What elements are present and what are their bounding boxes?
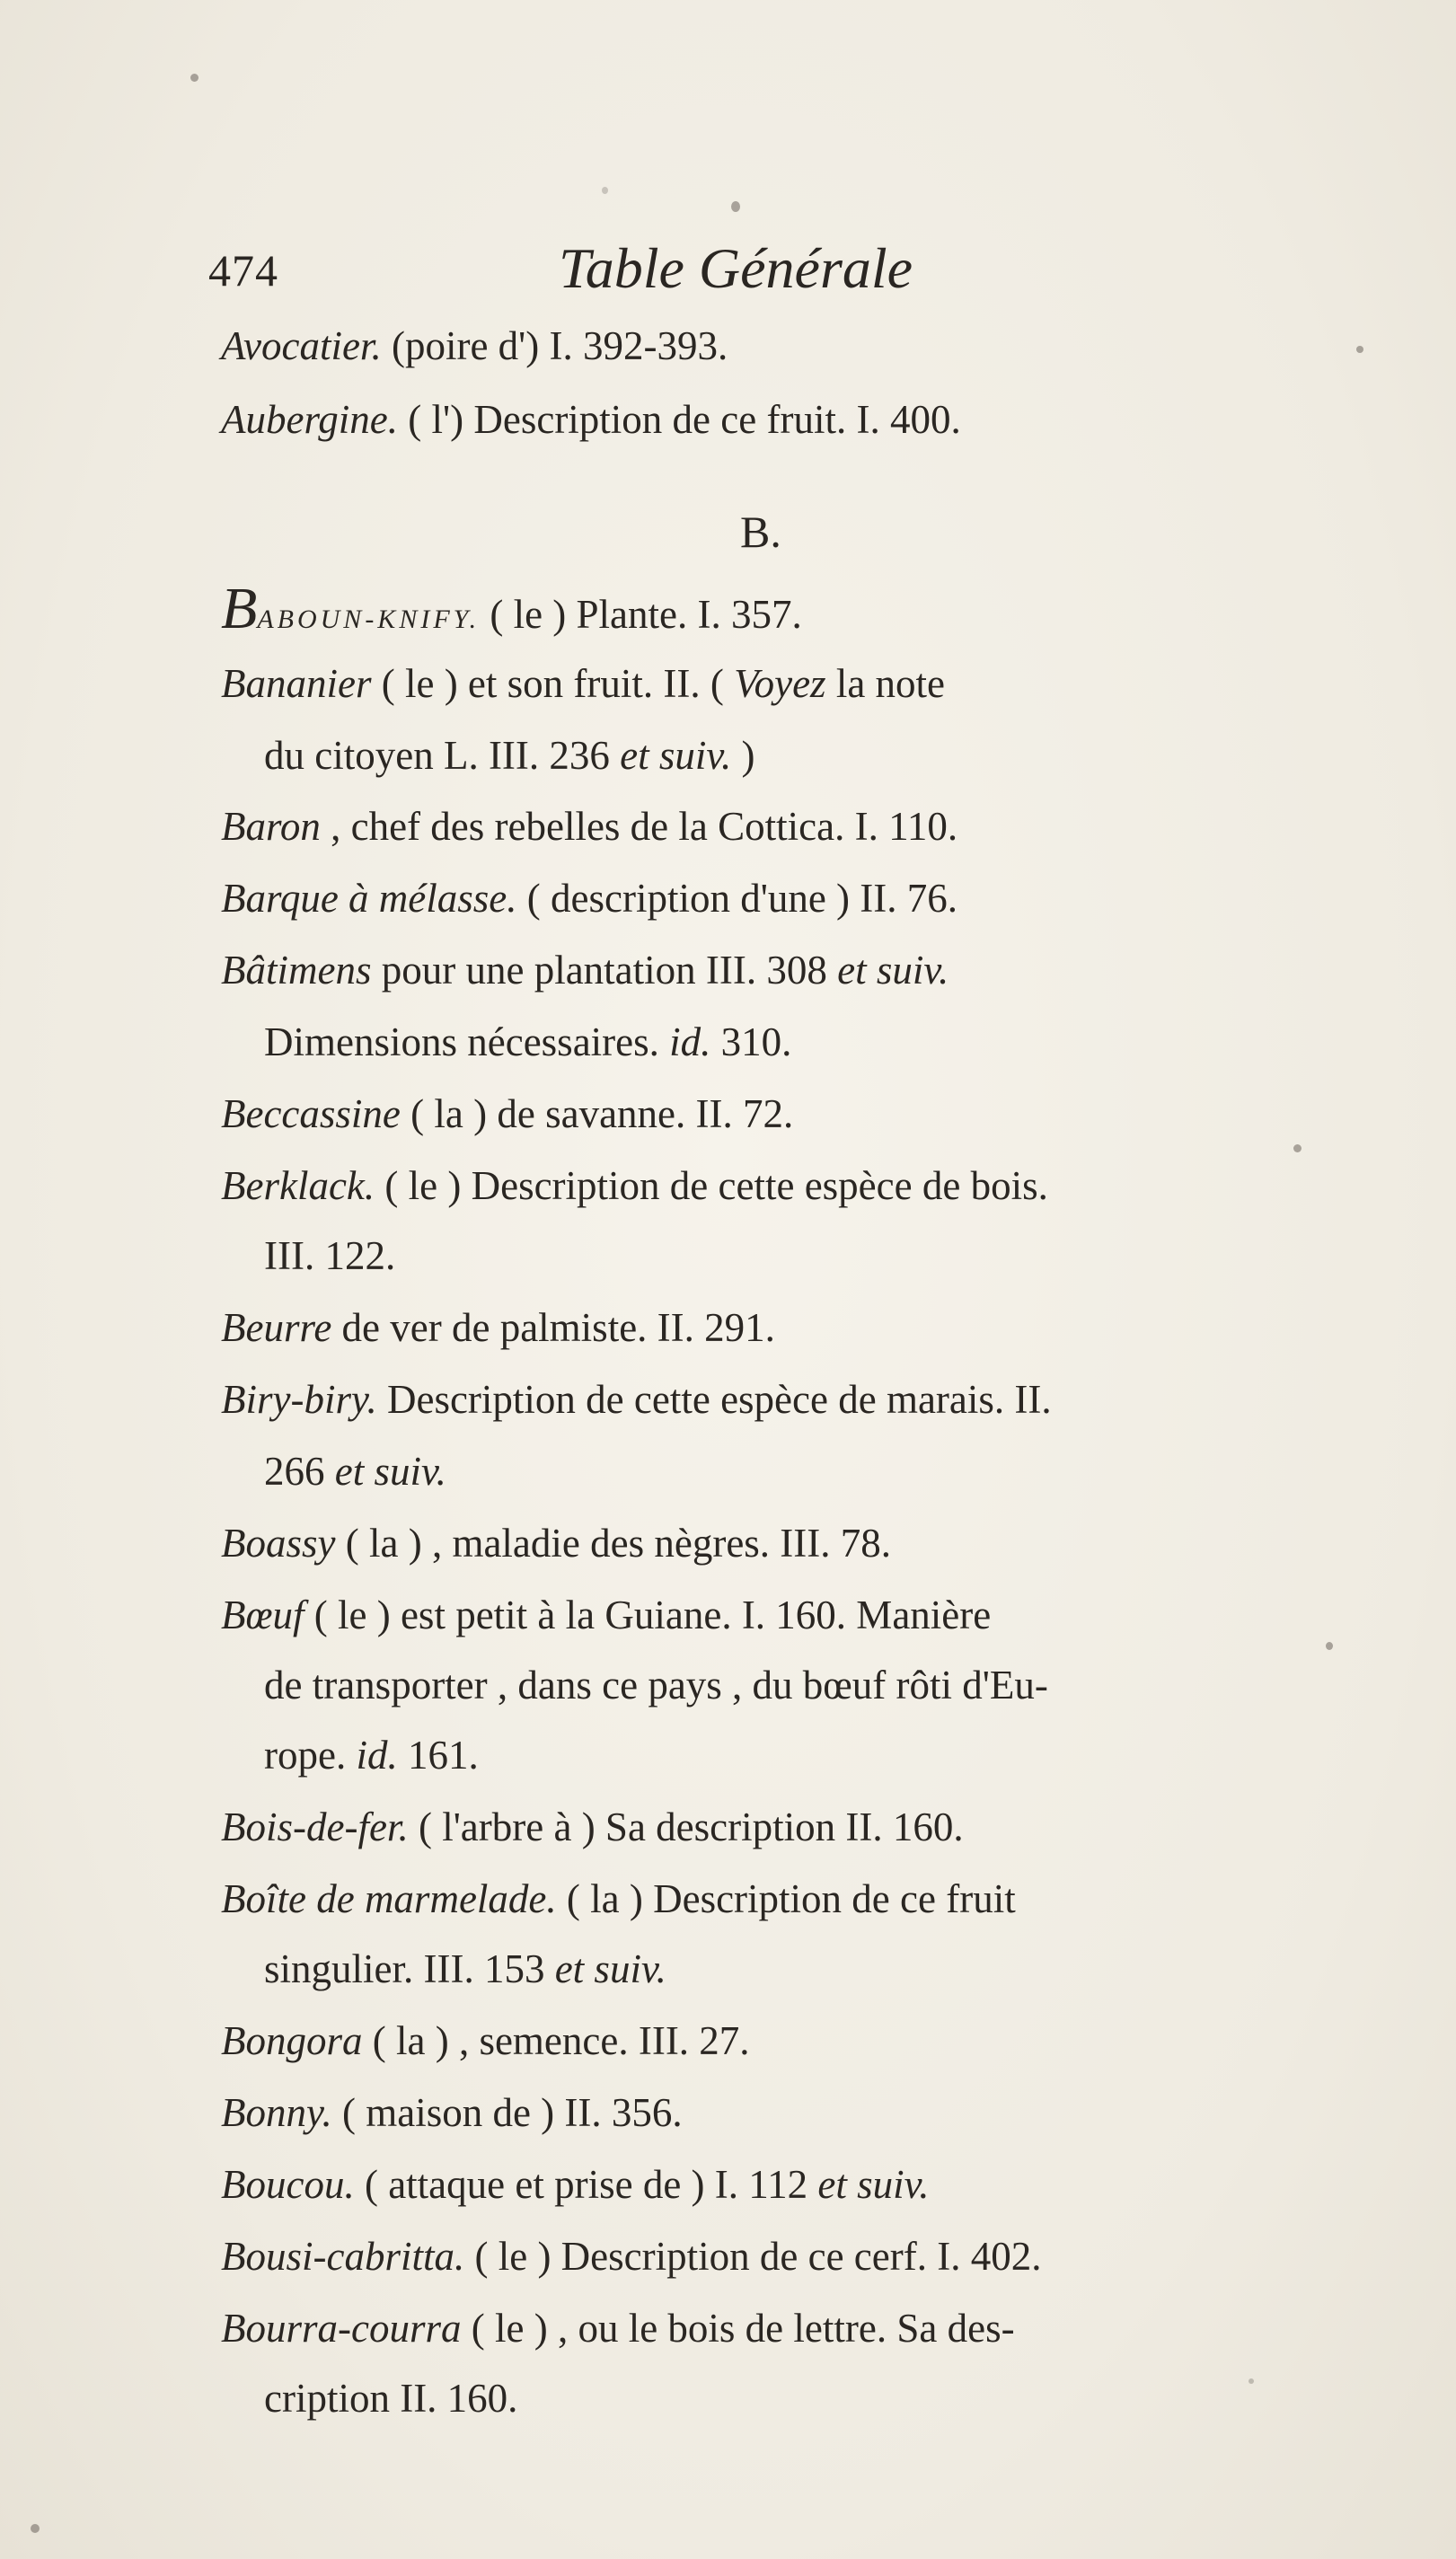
index-entry xyxy=(221,878,957,919)
entry-reference: et suiv. xyxy=(334,1449,446,1494)
index-entry xyxy=(221,2018,750,2063)
index-entry xyxy=(221,1163,1048,1208)
entry-text: Description de cette espèce de marais. II. xyxy=(376,1377,1052,1422)
index-entry xyxy=(221,950,949,991)
index-entry xyxy=(221,661,946,706)
entry-reference: id. xyxy=(356,1733,398,1778)
entry-term: Bananier xyxy=(221,661,372,706)
entry-term: Bourra-courra xyxy=(221,2306,462,2351)
index-entry-continuation xyxy=(264,733,755,778)
index-entry xyxy=(221,1091,794,1136)
entry-term: Bâtimens xyxy=(221,948,372,993)
entry-text: 161. xyxy=(397,1733,479,1778)
ink-speck xyxy=(1293,1144,1302,1152)
ink-speck xyxy=(1326,1642,1333,1650)
index-entry xyxy=(221,2308,1015,2349)
page-number: 474 xyxy=(208,245,278,296)
entry-text: pour une plantation III. 308 xyxy=(371,948,838,993)
index-entry xyxy=(221,1377,1052,1422)
entry-term: Avocatier. xyxy=(221,323,382,368)
index-entry xyxy=(221,1305,775,1350)
entry-reference: et suiv. xyxy=(620,733,732,778)
entry-text: 266 xyxy=(264,1449,335,1494)
entry-term: Bonny. xyxy=(221,2090,332,2135)
entry-text: 310. xyxy=(710,1019,792,1064)
index-entry xyxy=(221,1595,991,1636)
entry-text: III. 122. xyxy=(264,1233,396,1278)
entry-reference: et suiv. xyxy=(554,1946,666,1991)
entry-text: cription II. 160. xyxy=(264,2376,518,2421)
entry-reference: et suiv. xyxy=(817,2162,930,2207)
entry-text: de ver de palmiste. II. 291. xyxy=(331,1305,775,1350)
ink-speck xyxy=(602,187,608,194)
page-header xyxy=(208,235,1268,307)
ink-speck xyxy=(1249,2378,1254,2384)
index-entry xyxy=(221,1523,891,1564)
running-title: Table Générale xyxy=(559,236,913,300)
entry-term: Beurre xyxy=(221,1305,332,1350)
entry-reference: Voyez xyxy=(734,661,826,706)
entry-text: ( la ) Description de ce fruit xyxy=(556,1876,1016,1921)
entry-text: singulier. III. 153 xyxy=(264,1946,555,1991)
entry-text: ( le ) Plante. I. 357. xyxy=(480,592,802,637)
index-entry-continuation xyxy=(264,1233,396,1278)
entry-term: Biry-biry. xyxy=(221,1377,377,1422)
index-entry xyxy=(221,2162,930,2207)
index-entry-continuation xyxy=(264,1665,1048,1706)
entry-term: Berklack. xyxy=(221,1163,375,1208)
entry-reference: id. xyxy=(669,1019,711,1064)
entry-term: Beccassine xyxy=(221,1091,401,1136)
entry-term: Bois-de-fer. xyxy=(221,1805,409,1849)
entry-term: Bœuf xyxy=(221,1593,304,1637)
ink-speck xyxy=(190,74,199,82)
index-entry-continuation xyxy=(264,1946,666,1991)
index-entry xyxy=(221,2090,683,2135)
entry-term: Aubergine. xyxy=(221,397,399,442)
entry-text: (poire d') I. 392-393. xyxy=(381,323,728,368)
index-entry-continuation xyxy=(264,1019,792,1064)
entry-text: ( l'arbre à ) Sa description II. 160. xyxy=(408,1805,964,1849)
entry-text: ( le ) Description de ce cerf. I. 402. xyxy=(464,2234,1042,2279)
entry-text: ( le ) est petit à la Guiane. I. 160. Manière xyxy=(304,1593,992,1637)
entry-text: de transporter , dans ce pays , du bœuf rôti d'Eu- xyxy=(264,1663,1048,1707)
entry-term: Boucou. xyxy=(221,2162,355,2207)
index-entry xyxy=(221,1876,1016,1921)
ink-speck xyxy=(31,2524,40,2533)
index-entry xyxy=(221,576,802,641)
entry-term: ABOUN-KNIFY. xyxy=(257,604,481,634)
entry-text: ( le ) , ou le bois de lettre. Sa des- xyxy=(461,2306,1015,2351)
entry-text: rope. xyxy=(264,1733,357,1778)
entry-text: du citoyen L. III. 236 xyxy=(264,733,621,778)
entry-text: ( l') Description de ce fruit. I. 400. xyxy=(398,397,961,442)
entry-text: ( le ) et son fruit. II. ( xyxy=(371,661,735,706)
index-entry-continuation xyxy=(264,1735,479,1776)
entry-reference: et suiv. xyxy=(837,948,949,993)
entry-term-initial: B xyxy=(221,576,258,641)
entry-text: , chef des rebelles de la Cottica. I. 110. xyxy=(320,804,958,849)
entry-term: Bongora xyxy=(221,2018,363,2063)
ink-speck xyxy=(731,201,740,212)
ink-speck xyxy=(1356,346,1363,353)
index-entry-continuation xyxy=(264,2378,517,2419)
entry-term: Boassy xyxy=(221,1521,336,1566)
entry-text: ( la ) de savanne. II. 72. xyxy=(400,1091,794,1136)
entry-term: Barque à mélasse. xyxy=(221,876,517,921)
entry-text: ( maison de ) II. 356. xyxy=(331,2090,683,2135)
entry-text: ( le ) Description de cette espèce de bois. xyxy=(375,1163,1048,1208)
index-entry-continuation xyxy=(264,1449,446,1494)
entry-term: Baron xyxy=(221,804,321,849)
entry-text: Dimensions nécessaires. xyxy=(264,1019,670,1064)
section-heading: B. xyxy=(740,507,781,557)
index-entry xyxy=(221,1807,964,1848)
entry-text: ( attaque et prise de ) I. 112 xyxy=(354,2162,818,2207)
index-entry xyxy=(221,2234,1042,2279)
entry-text: la note xyxy=(825,661,946,706)
entry-term: Bousi-cabritta. xyxy=(221,2234,465,2279)
entry-text: ( la ) , semence. III. 27. xyxy=(362,2018,750,2063)
index-entry xyxy=(221,323,728,368)
entry-text: ( description d'une ) II. 76. xyxy=(516,876,958,921)
index-entry xyxy=(221,397,961,442)
entry-text: ( la ) , maladie des nègres. III. 78. xyxy=(335,1521,892,1566)
entry-text: ) xyxy=(731,733,755,778)
entry-term: Boîte de marmelade. xyxy=(221,1876,557,1921)
index-entry xyxy=(221,804,958,849)
